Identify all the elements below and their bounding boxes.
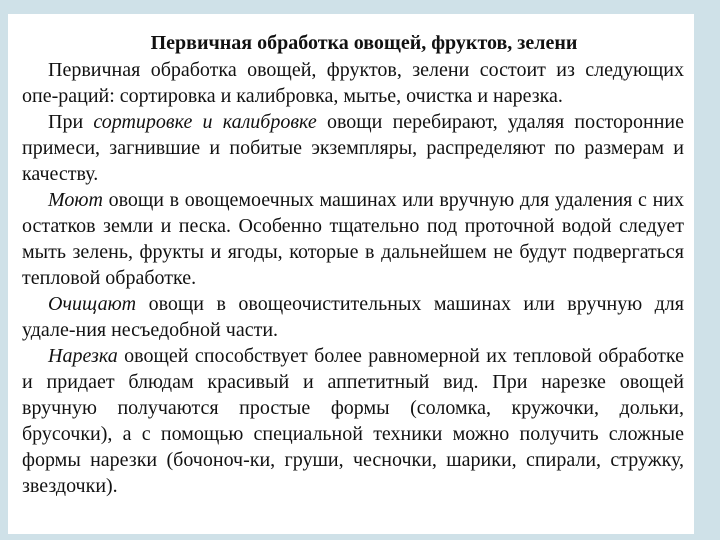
emphasis-term: сортировке и калибровке [93, 111, 317, 133]
paragraph-intro [22, 57, 684, 109]
paragraph-text: овощи перебирают, удаляя посторонние примеси, загнившие и побитые экземпляры, распределяют по размерам и качеству. [22, 111, 684, 185]
paragraph-peeling [22, 291, 684, 343]
emphasis-term: Нарезка [48, 345, 118, 367]
paragraph-sorting [22, 109, 684, 187]
page-title: Первичная обработка овощей, фруктов, зелени [150, 32, 578, 54]
emphasis-term: Моют [48, 189, 103, 211]
paragraph-text: овощи в овощеочистительных машинах или вручную для удале-ния несъедобной части. [22, 293, 684, 341]
paragraph-washing [22, 187, 684, 291]
document-body [22, 57, 684, 499]
text-card [8, 14, 694, 534]
paragraph-cutting [22, 343, 684, 499]
emphasis-term: Очищают [48, 293, 137, 315]
paragraph-text: Первичная обработка овощей, фруктов, зелени состоит из следующих опе-раций: сортировка и калибровка, мытье, очистка и нарезка. [22, 59, 684, 107]
paragraph-text: овощи в овощемоечных машинах или вручную для удаления с них остатков земли и песка. Особенно тщательно под проточной водой следует мыть зелень, фрукты и ягоды, которые в дальнейшем не будут подвергаться тепловой обработке. [22, 189, 684, 289]
paragraph-prefix: При [48, 111, 94, 133]
paragraph-text: овощей способствует более равномерной их тепловой обработке и придает блюдам красивый и аппетитный вид. При нарезке овощей вручную получаются простые формы (соломка, кружочки, дольки, брусочки), а с помощью специальной техники можно получить сложные формы нарезки (бочоноч-ки, груши, чесночки, шарики, спирали, стружку, звездочки). [22, 345, 684, 497]
